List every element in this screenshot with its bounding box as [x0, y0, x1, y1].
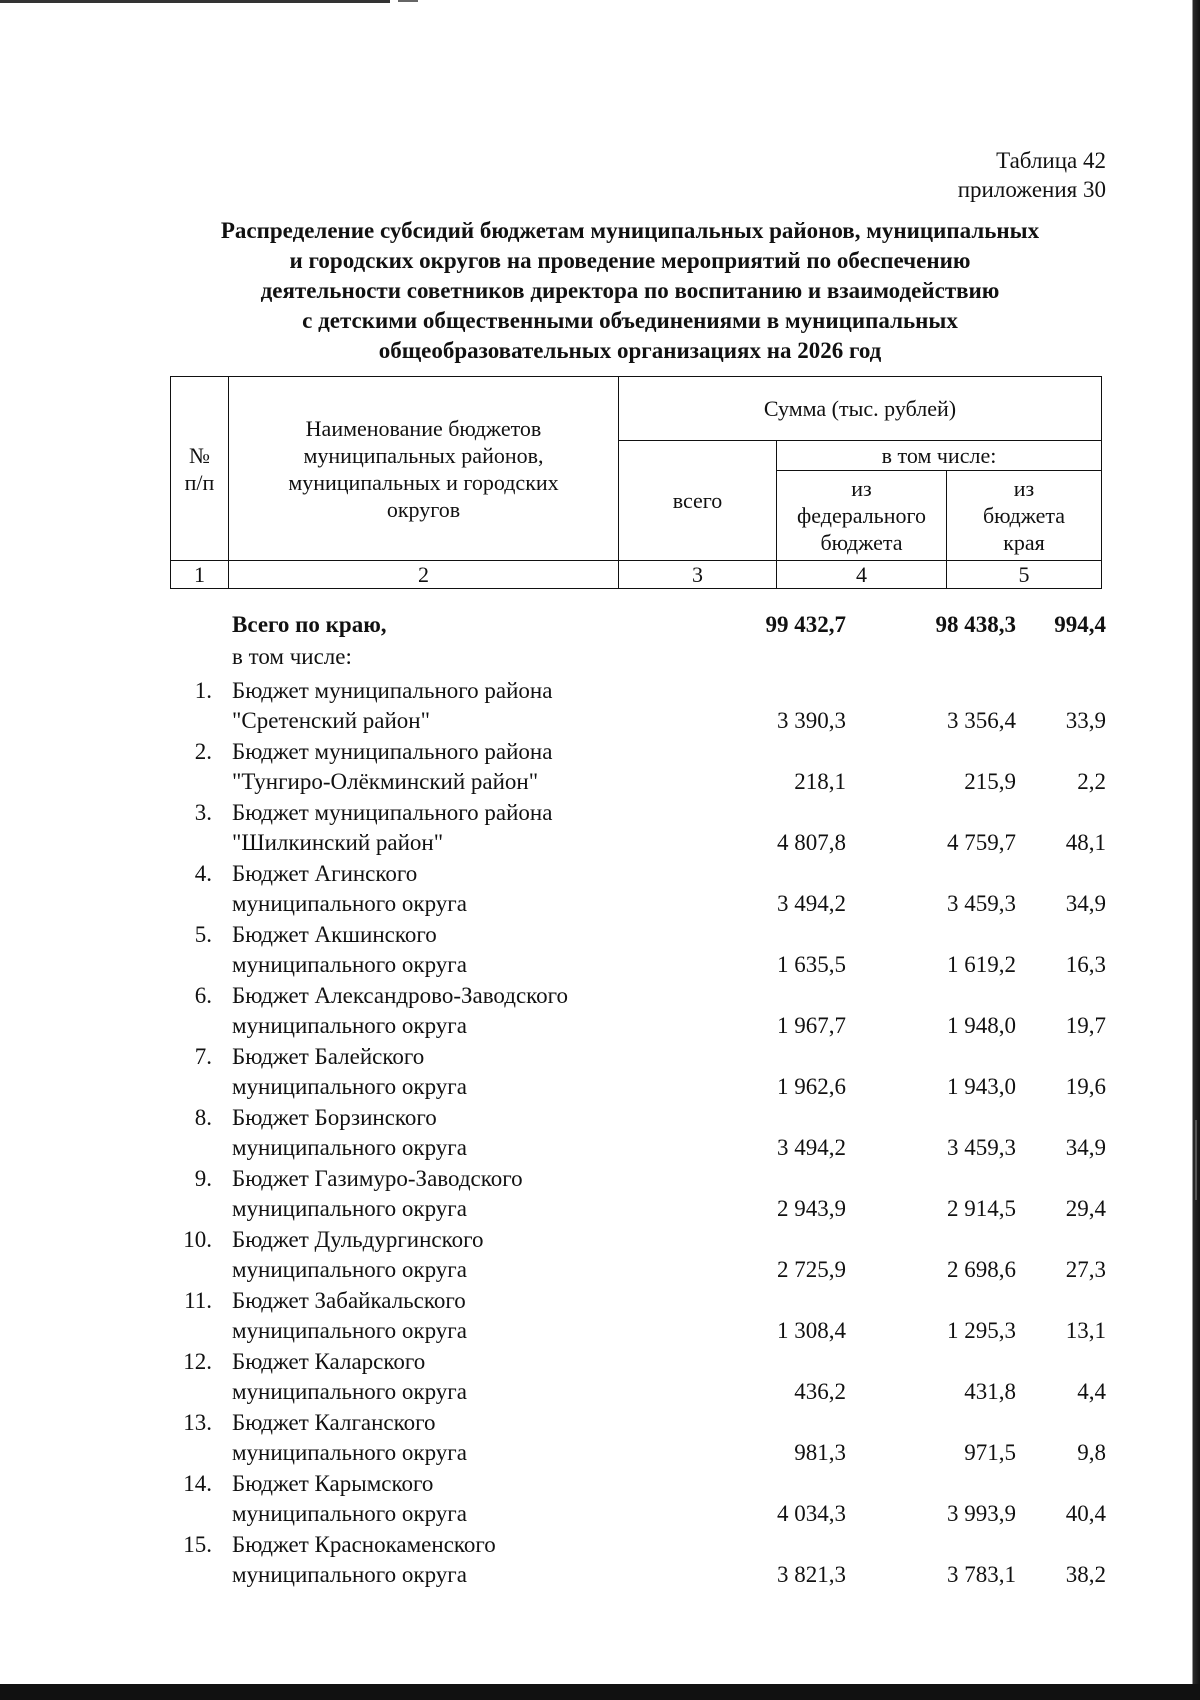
total-federal: 98 438,3 [935, 612, 1016, 637]
column-index: 1 [171, 561, 229, 589]
title-line: Распределение субсидий бюджетам муниципальных районов, муниципальных [220, 218, 1040, 243]
header-federal: из федерального бюджета [777, 471, 947, 561]
column-index: 4 [777, 561, 947, 589]
row-total: 1 967,7 [777, 1013, 846, 1038]
row-name: Бюджет Балейского муниципального округа [232, 1044, 467, 1099]
row-name: Бюджет муниципального района "Сретенский район" [232, 678, 553, 733]
row-federal: 431,8 [964, 1379, 1016, 1404]
scan-artifact-top-mark [398, 0, 418, 2]
row-total: 3 390,3 [777, 708, 846, 733]
row-name: Бюджет Газимуро-Заводского муниципального округа [232, 1166, 523, 1221]
row-name: Бюджет Александрово-Заводского муниципального округа [232, 983, 569, 1038]
title-line: общеобразовательных организациях на 2026 год [378, 338, 882, 363]
row-regional: 34,9 [1065, 891, 1106, 916]
total-row [170, 608, 1106, 676]
title-line: с детскими общественными объединениями в муниципальных [302, 308, 958, 333]
row-name: Бюджет Забайкальского муниципального округа [232, 1288, 467, 1343]
row-number: 3. [194, 800, 212, 825]
row-number: 12. [183, 1349, 212, 1374]
row-regional: 4,4 [1077, 1379, 1106, 1404]
row-name: Бюджет Агинского муниципального округа [232, 861, 467, 916]
row-total: 4 034,3 [777, 1501, 846, 1526]
table-row [170, 1530, 1106, 1591]
row-regional: 19,6 [1065, 1074, 1106, 1099]
table-row [170, 1103, 1106, 1164]
row-name: Бюджет муниципального района "Тунгиро-Олёкминский район" [232, 739, 553, 794]
header-regional: из бюджета края [947, 471, 1102, 561]
table-row [170, 1347, 1106, 1408]
total-sub-label: в том числе: [232, 644, 352, 669]
title-line: и городских округов на проведение мероприятий по обеспечению [289, 248, 971, 273]
row-number: 8. [194, 1105, 212, 1130]
table-row [170, 1164, 1106, 1225]
row-number: 11. [184, 1288, 212, 1313]
row-number: 6. [194, 983, 212, 1008]
table-header [170, 376, 1102, 589]
header-sum: Сумма (тыс. рублей) [619, 377, 1102, 441]
total-label: Всего по краю, [232, 612, 387, 637]
scan-artifact-top [0, 0, 390, 3]
row-total: 1 635,5 [777, 952, 846, 977]
table-row [170, 1225, 1106, 1286]
table-row [170, 676, 1106, 737]
row-number: 15. [183, 1532, 212, 1557]
row-name: Бюджет Калганского муниципального округа [232, 1410, 467, 1465]
row-regional: 29,4 [1065, 1196, 1106, 1221]
row-total: 436,2 [794, 1379, 846, 1404]
row-name: Бюджет Акшинского муниципального округа [232, 922, 467, 977]
row-regional: 33,9 [1065, 708, 1106, 733]
row-name: Бюджет Борзинского муниципального округа [232, 1105, 467, 1160]
scan-artifact-right-edge [1186, 0, 1200, 1700]
row-number: 7. [194, 1044, 212, 1069]
row-regional: 19,7 [1065, 1013, 1106, 1038]
table-body [170, 608, 1106, 1591]
row-regional: 40,4 [1065, 1501, 1106, 1526]
row-total: 1 308,4 [777, 1318, 846, 1343]
row-regional: 9,8 [1077, 1440, 1106, 1465]
row-regional: 34,9 [1065, 1135, 1106, 1160]
row-federal: 3 356,4 [947, 708, 1016, 733]
row-regional: 48,1 [1065, 830, 1106, 855]
row-regional: 2,2 [1077, 769, 1106, 794]
row-regional: 38,2 [1065, 1562, 1106, 1587]
row-total: 4 807,8 [777, 830, 846, 855]
row-number: 9. [194, 1166, 212, 1191]
row-federal: 2 914,5 [947, 1196, 1016, 1221]
row-name: Бюджет Карымского муниципального округа [232, 1471, 467, 1526]
table-row [170, 1408, 1106, 1469]
row-regional: 27,3 [1065, 1257, 1106, 1282]
row-total: 3 821,3 [777, 1562, 846, 1587]
row-federal: 1 295,3 [947, 1318, 1016, 1343]
table-row [170, 1286, 1106, 1347]
table-row [170, 981, 1106, 1042]
total-sum: 99 432,7 [765, 612, 846, 637]
table-row [170, 859, 1106, 920]
header-total: всего [619, 441, 777, 561]
row-federal: 3 783,1 [947, 1562, 1016, 1587]
row-total: 3 494,2 [777, 1135, 846, 1160]
row-total: 2 943,9 [777, 1196, 846, 1221]
table-row [170, 1042, 1106, 1103]
row-total: 218,1 [794, 769, 846, 794]
row-total: 3 494,2 [777, 891, 846, 916]
row-number: 2. [194, 739, 212, 764]
row-federal: 2 698,6 [947, 1257, 1016, 1282]
scan-artifact-bottom [0, 1684, 1200, 1700]
row-number: 13. [183, 1410, 212, 1435]
document-title [150, 216, 1110, 366]
row-federal: 215,9 [964, 769, 1016, 794]
row-federal: 4 759,7 [947, 830, 1016, 855]
row-federal: 971,5 [964, 1440, 1016, 1465]
row-federal: 1 943,0 [947, 1074, 1016, 1099]
row-regional: 13,1 [1065, 1318, 1106, 1343]
row-name: Бюджет Краснокаменского муниципального округа [232, 1532, 496, 1587]
row-federal: 3 459,3 [947, 891, 1016, 916]
row-number: 5. [194, 922, 212, 947]
row-federal: 1 619,2 [947, 952, 1016, 977]
row-federal: 3 459,3 [947, 1135, 1016, 1160]
row-number: 10. [183, 1227, 212, 1252]
row-federal: 3 993,9 [947, 1501, 1016, 1526]
table-number: Таблица 42 [996, 148, 1106, 173]
column-index: 2 [229, 561, 619, 589]
header-including: в том числе: [777, 441, 1102, 471]
column-index: 3 [619, 561, 777, 589]
row-federal: 1 948,0 [947, 1013, 1016, 1038]
column-index: 5 [947, 561, 1102, 589]
row-name: Бюджет Каларского муниципального округа [232, 1349, 467, 1404]
row-number: 4. [194, 861, 212, 886]
table-row [170, 737, 1106, 798]
row-number: 14. [183, 1471, 212, 1496]
title-line: деятельности советников директора по воспитанию и взаимодействию [260, 278, 1000, 303]
row-total: 981,3 [794, 1440, 846, 1465]
total-regional: 994,4 [1054, 612, 1106, 637]
row-total: 2 725,9 [777, 1257, 846, 1282]
row-regional: 16,3 [1065, 952, 1106, 977]
table-row [170, 798, 1106, 859]
appendix-number: приложения 30 [957, 177, 1106, 202]
row-number: 1. [194, 678, 212, 703]
header-name: Наименование бюджетов муниципальных районов, муниципальных и городских округов [229, 377, 619, 561]
table-row [170, 1469, 1106, 1530]
row-name: Бюджет муниципального района "Шилкинский район" [232, 800, 553, 855]
row-total: 1 962,6 [777, 1074, 846, 1099]
row-name: Бюджет Дульдургинского муниципального округа [232, 1227, 484, 1282]
scan-artifact-mark [1195, 1120, 1197, 1200]
table-row [170, 920, 1106, 981]
header-num: № п/п [171, 377, 229, 561]
table-reference [958, 146, 1106, 204]
